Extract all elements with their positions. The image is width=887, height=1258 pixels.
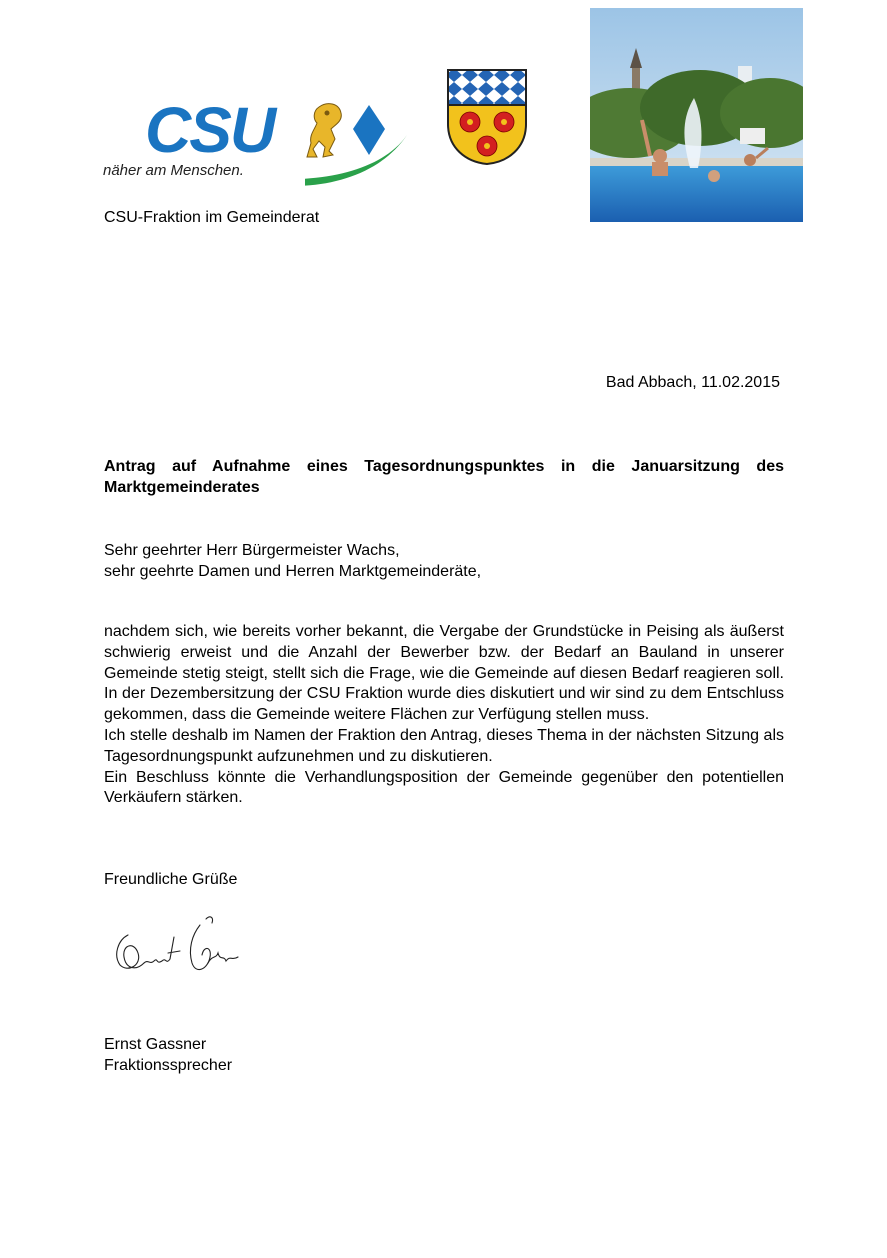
salutation (104, 540, 784, 582)
body-paragraph-3: Ein Beschluss könnte die Verhandlungsposition der Gemeinde gegenüber den potentiellen Verkäufern stärken. (104, 768, 784, 807)
pool-fountain-photo (590, 8, 803, 222)
coat-of-arms-icon (446, 68, 528, 166)
date-line: Bad Abbach, 11.02.2015 (605, 374, 780, 391)
csu-logo-text: CSU (145, 94, 275, 166)
signer-name: Ernst Gassner (104, 1036, 207, 1053)
letter-body (104, 622, 784, 809)
slogan: näher am Menschen. (103, 162, 244, 179)
lion-rhombus-icon (305, 99, 415, 199)
salutation-line-2: sehr geehrte Damen und Herren Marktgemeinderäte, (104, 563, 482, 580)
salutation-line-1: Sehr geehrter Herr Bürgermeister Wachs, (104, 542, 400, 559)
handwritten-signature (108, 905, 258, 1005)
subject-heading: Antrag auf Aufnahme eines Tagesordnungspunktes in die Januarsitzung des Marktgemeinderates (104, 458, 784, 496)
signer-block (104, 1034, 232, 1076)
body-paragraph-2: Ich stelle deshalb im Namen der Fraktion den Antrag, dieses Thema in der nächsten Sitzung als Tagesordnungspunkt aufzunehmen und zu diskutieren. (104, 726, 784, 765)
body-paragraph-1: nachdem sich, wie bereits vorher bekannt, die Vergabe der Grundstücke in Peising als äußerst schwierig erweist und die Anzahl der Bewerber bzw. der Bedarf an Bauland in unserer Gemeinde stetig steigt, stellt sich die Frage, wie die Gemeinde auf diesen Bedarf reagieren soll. In der Dezembersitzung der CSU Fraktion wurde dies diskutiert und wir sind zu dem Entschluss gekommen, dass die Gemeinde weitere Flächen zur Verfügung stellen muss. (104, 623, 784, 724)
csu-logo (100, 95, 410, 195)
signer-role: Fraktionssprecher (104, 1057, 233, 1074)
closing-greeting: Freundliche Grüße (104, 871, 238, 888)
faction-name: CSU-Fraktion im Gemeinderat (104, 209, 320, 226)
